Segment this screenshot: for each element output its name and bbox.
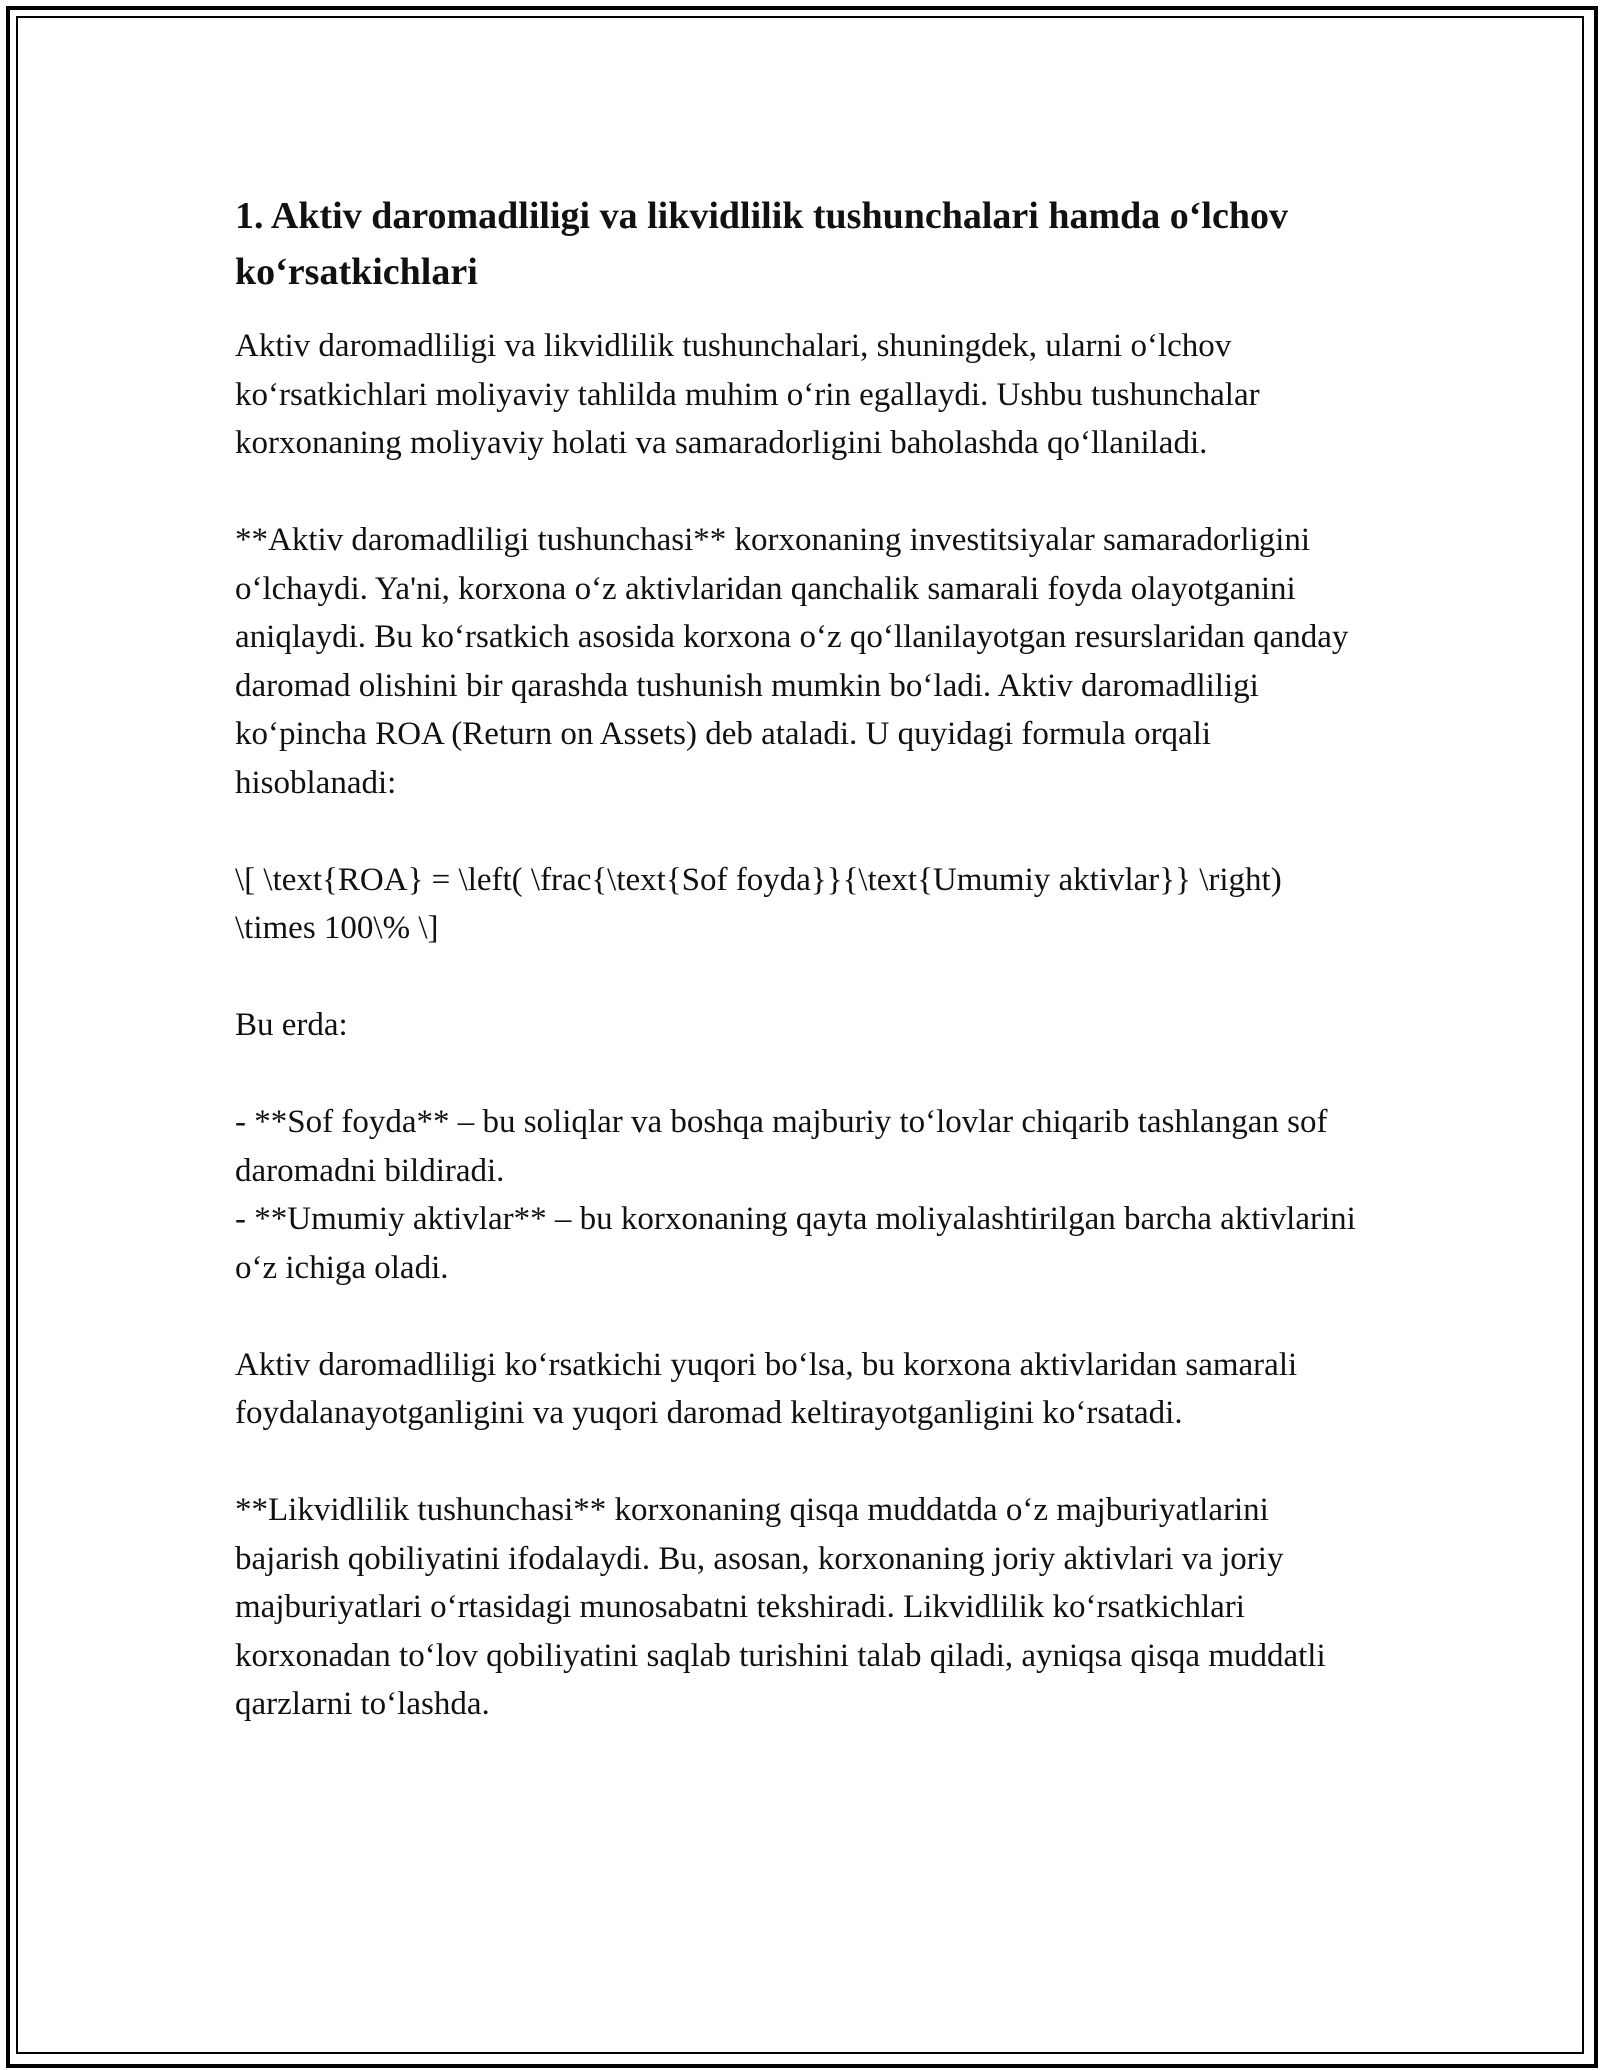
section-heading: 1. Aktiv daromadliligi va likvidlilik tushunchalari hamda o‘lchov ko‘rsatkichlari	[235, 195, 1288, 293]
roa-interpretation-paragraph: Aktiv daromadliligi ko‘rsatkichi yuqori bo‘lsa, bu korxona aktivlaridan samarali foydalanayotganligini va yuqori daromad keltirayotganligini ko‘rsatadi.	[235, 1346, 1298, 1431]
paragraph-gap	[235, 953, 1365, 1002]
document-content	[235, 188, 1365, 1729]
paragraph-gap	[235, 807, 1365, 856]
paragraph-gap	[235, 468, 1365, 517]
roa-definition-paragraph: **Aktiv daromadliligi tushunchasi** korxonaning investitsiyalar samaradorligini o‘lchaydi. Ya'ni, korxona o‘z aktivlaridan qanchalik samarali foyda olayotganini aniqlaydi. Bu ko‘rsatkich asosida korxona o‘z qo‘llanilayotgan resurslaridan qanday daromad olishini bir qarashda tushunish mumkin bo‘ladi. Aktiv daromadliligi ko‘pincha ROA (Return on Assets) deb ataladi. U quyidagi formula orqali hisoblanadi:	[235, 522, 1349, 801]
liquidity-definition-paragraph: **Likvidlilik tushunchasi** korxonaning qisqa muddatda o‘z majburiyatlarini bajarish qobiliyatini ifodalaydi. Bu, asosan, korxonaning joriy aktivlari va joriy majburiyatlari o‘rtasidagi munosabatni tekshiradi. Likvidlilik ko‘rsatkichlari korxonadan to‘lov qobiliyatini saqlab turishini talab qiladi, ayniqsa qisqa muddatli qarzlarni to‘lashda.	[235, 1492, 1326, 1722]
where-label: Bu erda:	[235, 1007, 348, 1043]
paragraph-gap	[235, 1438, 1365, 1487]
formula-terms-list: - **Sof foyda** – bu soliqlar va boshqa majburiy to‘lovlar chiqarib tashlangan sof daromadni bildiradi. - **Umumiy aktivlar** – bu korxonaning qayta moliyalashtirilgan barcha aktivlarini o‘z ichiga oladi.	[235, 1104, 1356, 1286]
paragraph-gap	[235, 1050, 1365, 1099]
document-body	[235, 322, 1365, 1729]
roa-formula: \[ \text{ROA} = \left( \frac{\text{Sof foyda}}{\text{Umumiy aktivlar}} \right) \times 100\% \]	[235, 861, 1282, 946]
intro-paragraph: Aktiv daromadliligi va likvidlilik tushunchalari, shuningdek, ularni o‘lchov ko‘rsatkichlari moliyaviy tahlilda muhim o‘rin egallaydi. Ushbu tushunchalar korxonaning moliyaviy holati va samaradorligini baholashda qo‘llaniladi.	[235, 328, 1260, 461]
paragraph-gap	[235, 1292, 1365, 1341]
